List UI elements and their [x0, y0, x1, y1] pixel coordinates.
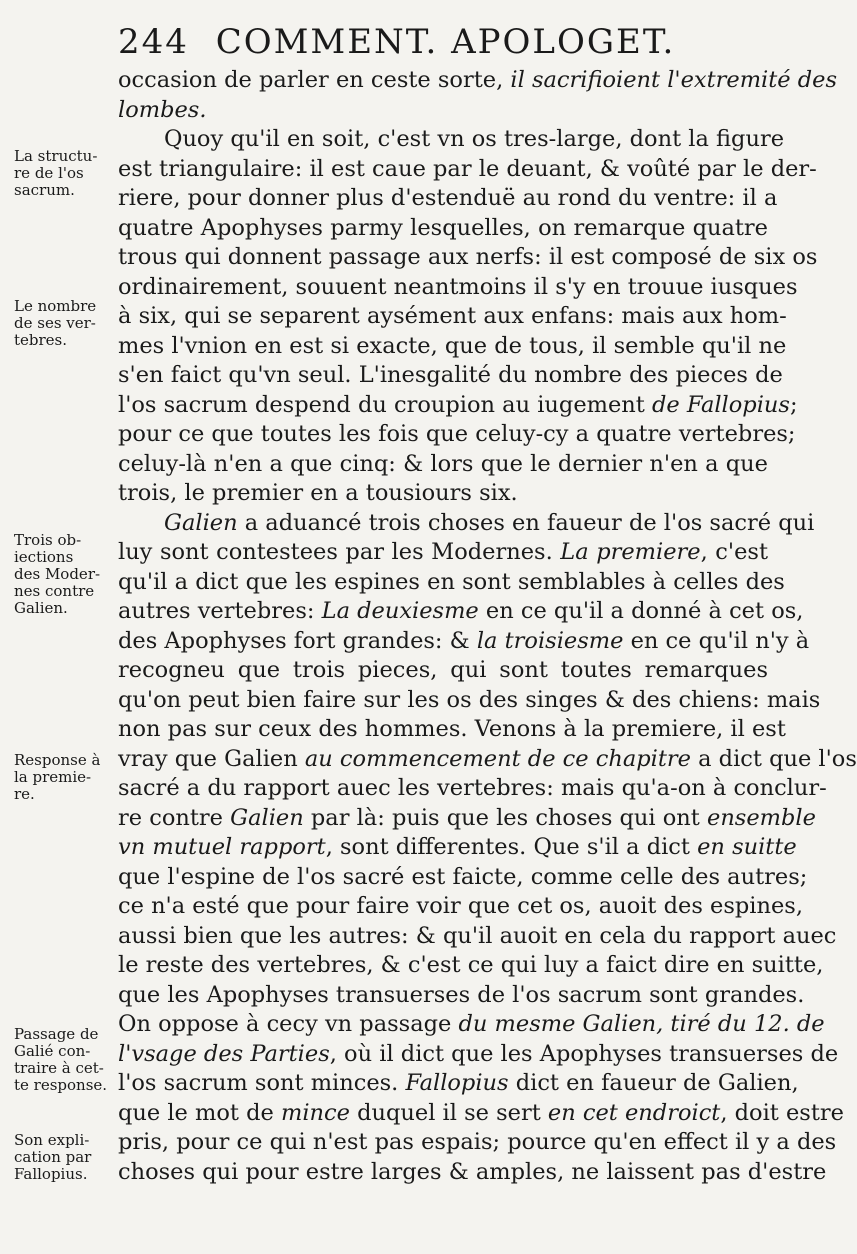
text-line [118, 833, 797, 863]
text-line [118, 450, 768, 480]
text-line [118, 361, 783, 391]
margin-note-line: Galié con- [14, 1042, 91, 1060]
text-line [118, 745, 857, 775]
italic-run: ensemble [707, 804, 816, 831]
text-run: pris, pour ce qui n'est pas espais; pource qu'en effect il y a des [118, 1129, 837, 1155]
margin-note-line: La structu- [14, 147, 98, 165]
text-line [118, 774, 827, 804]
text-run: , sont differentes. Que s'il a dict [325, 834, 698, 860]
text-line [118, 1010, 825, 1040]
text-run: ordinairement, souuent neantmoins il s'y en trouue iusques [118, 273, 798, 300]
text-run: ce n'a esté que pour faire voir que cet os, auoit des espines, [118, 893, 804, 919]
text-run: recogneu que trois pieces, qui sont toutes remarques [118, 657, 768, 683]
text-run: re contre [118, 804, 231, 831]
text-line [118, 656, 768, 686]
margin-note-line: iections [14, 548, 74, 566]
text-run: qu'il a dict que les espines en sont semblables à celles des [118, 568, 785, 595]
text-run: choses qui pour estre larges & amples, ne laissent pas d'estre [118, 1158, 827, 1185]
text-run: des Apophyses fort grandes: & [118, 627, 477, 654]
text-run: s'en faict qu'vn seul. L'inesgalité du nombre des pieces de [118, 362, 783, 388]
margin-note-line: re de l'os [14, 164, 84, 182]
margin-note-line: re. [14, 785, 35, 803]
text-run: duquel il se sert [349, 1099, 548, 1126]
text-line [118, 1158, 827, 1188]
running-title: COMMENT. APOLOGET. [215, 22, 676, 62]
text-run: , doit estre [720, 1099, 844, 1126]
text-line [118, 686, 821, 716]
text-run: sacré a du rapport auec les vertebres: mais qu'a-on à conclur- [118, 775, 827, 801]
margin-note-line: Passage de [14, 1025, 99, 1043]
margin-note-objections [14, 532, 114, 617]
margin-note-response [14, 752, 114, 803]
running-head [118, 22, 778, 62]
text-run: que les Apophyses transuerses de l'os sacrum sont grandes. [118, 981, 805, 1008]
margin-note-line: la premie- [14, 768, 92, 786]
text-run: , c'est [700, 539, 769, 565]
text-line [118, 1099, 844, 1129]
text-line [118, 243, 818, 273]
italic-run: La deuxiesme [321, 598, 479, 624]
text-run: Quoy qu'il en soit, c'est vn os tres-large, dont la figure [164, 126, 785, 152]
text-run: riere, pour donner plus d'estenduë au rond du ventre: il a [118, 185, 778, 211]
text-line [118, 922, 837, 952]
italic-run: au commencement de ce chapitre [304, 745, 691, 772]
margin-note-line: te response. [14, 1076, 108, 1094]
text-run: qu'on peut bien faire sur les os des singes & des chiens: mais [118, 686, 821, 713]
text-run: luy sont contestees par les Modernes. [118, 539, 561, 565]
text-run: a dict que l'os [690, 745, 857, 772]
text-run: dict en faueur de Galien, [508, 1070, 799, 1096]
italic-run: lombes. [118, 96, 207, 123]
margin-note-number [14, 298, 114, 349]
margin-note-line: Son expli- [14, 1131, 90, 1149]
text-line [118, 214, 768, 244]
margin-note-line: traire à cet- [14, 1059, 104, 1077]
margin-note-line: cation par [14, 1148, 92, 1166]
text-line [118, 951, 824, 981]
italic-run: Galien [164, 509, 238, 536]
text-line [118, 184, 778, 214]
text-run: mes l'vnion en est si exacte, que de tous, il semble qu'il ne [118, 332, 787, 359]
text-run: ; [789, 391, 798, 418]
text-line [118, 863, 808, 893]
text-line [118, 892, 804, 922]
text-line [118, 332, 787, 362]
text-run: pour ce que toutes les fois que celuy-cy a quatre vertebres; [118, 421, 796, 447]
text-line [118, 1040, 839, 1070]
text-run: non pas sur ceux des hommes. Venons à la premiere, il est [118, 716, 786, 742]
text-line [118, 66, 838, 96]
text-run: quatre Apophyses parmy lesquelles, on remarque quatre [118, 214, 768, 241]
italic-run: en suitte [697, 834, 797, 860]
text-line [118, 420, 796, 450]
body-text [118, 66, 857, 1187]
margin-note-line: nes contre [14, 582, 95, 600]
text-run: autres vertebres: [118, 598, 322, 624]
text-run: l'os sacrum despend du croupion au iugement [118, 391, 652, 418]
text-run: en ce qu'il a donné à cet os, [478, 598, 804, 624]
text-run: occasion de parler en ceste sorte, [118, 67, 511, 93]
text-line [118, 125, 785, 155]
margin-note-line: Fallopius. [14, 1165, 88, 1183]
text-line [118, 273, 798, 303]
italic-run: de Fallopius [651, 391, 790, 418]
text-run: a aduancé trois choses en faueur de l'os sacré qui [237, 509, 815, 536]
text-line [118, 479, 768, 509]
text-run: que le mot de [118, 1099, 281, 1126]
text-run: vray que Galien [118, 745, 305, 772]
text-line [118, 302, 787, 332]
margin-note-line: sacrum. [14, 181, 75, 199]
text-line [118, 804, 816, 834]
text-run: le reste des vertebres, & c'est ce qui luy a faict dire en suitte, [118, 952, 824, 978]
text-run: trois, le premier en a tousiours six. [118, 480, 518, 506]
text-run: aussi bien que les autres: & qu'il auoit en cela du rapport auec [118, 922, 837, 949]
text-line [118, 155, 817, 185]
text-line [118, 538, 768, 568]
margin-note-line: des Moder- [14, 565, 101, 583]
text-line [118, 981, 805, 1011]
margin-note-passage [14, 1026, 114, 1094]
margin-note-line: Response à [14, 751, 101, 769]
text-run: à six, qui se separent aysément aux enfans: mais aux hom- [118, 303, 787, 329]
italic-run: vn mutuel rapport [118, 834, 326, 860]
text-line [118, 509, 815, 539]
text-run: est triangulaire: il est caue par le deuant, & voûté par le der- [118, 155, 817, 182]
italic-run: Galien [230, 804, 304, 831]
italic-run: Fallopius [405, 1070, 509, 1096]
text-run: que l'espine de l'os sacré est faicte, comme celle des autres; [118, 863, 808, 890]
margin-note-line: de ses ver- [14, 314, 96, 332]
margin-note-structure [14, 148, 114, 199]
text-run: en ce qu'il n'y à [623, 627, 810, 654]
text-run: l'os sacrum sont minces. [118, 1070, 406, 1096]
text-line [118, 627, 810, 657]
italic-run: du mesme Galien, tiré du 12. de [458, 1011, 825, 1037]
text-line [118, 715, 786, 745]
margin-note-line: Le nombre [14, 297, 97, 315]
margin-note-line: tebres. [14, 331, 68, 349]
text-run: , où il dict que les Apophyses transuerses de [329, 1040, 839, 1067]
text-line [118, 1069, 799, 1099]
text-run: On oppose à cecy vn passage [118, 1011, 459, 1037]
page-number: 244 [118, 22, 189, 62]
margin-note-line: Trois ob- [14, 531, 82, 549]
italic-run: La premiere [560, 539, 701, 565]
text-run: par là: puis que les choses qui ont [303, 804, 707, 831]
italic-run: mince [280, 1099, 350, 1126]
italic-run: l'vsage des Parties [118, 1040, 330, 1067]
text-line [118, 391, 798, 421]
text-line [118, 1128, 837, 1158]
italic-run: en cet endroict [547, 1099, 721, 1126]
margin-note-line: Galien. [14, 599, 68, 617]
italic-run: il sacrifioient l'extremité des [510, 67, 838, 93]
italic-run: la troisiesme [476, 627, 624, 654]
text-line [118, 597, 804, 627]
margin-note-explanation [14, 1132, 114, 1183]
text-line [118, 96, 768, 126]
text-run: trous qui donnent passage aux nerfs: il est composé de six os [118, 244, 818, 270]
text-line [118, 568, 785, 598]
text-run: celuy-là n'en a que cinq: & lors que le dernier n'en a que [118, 450, 768, 477]
